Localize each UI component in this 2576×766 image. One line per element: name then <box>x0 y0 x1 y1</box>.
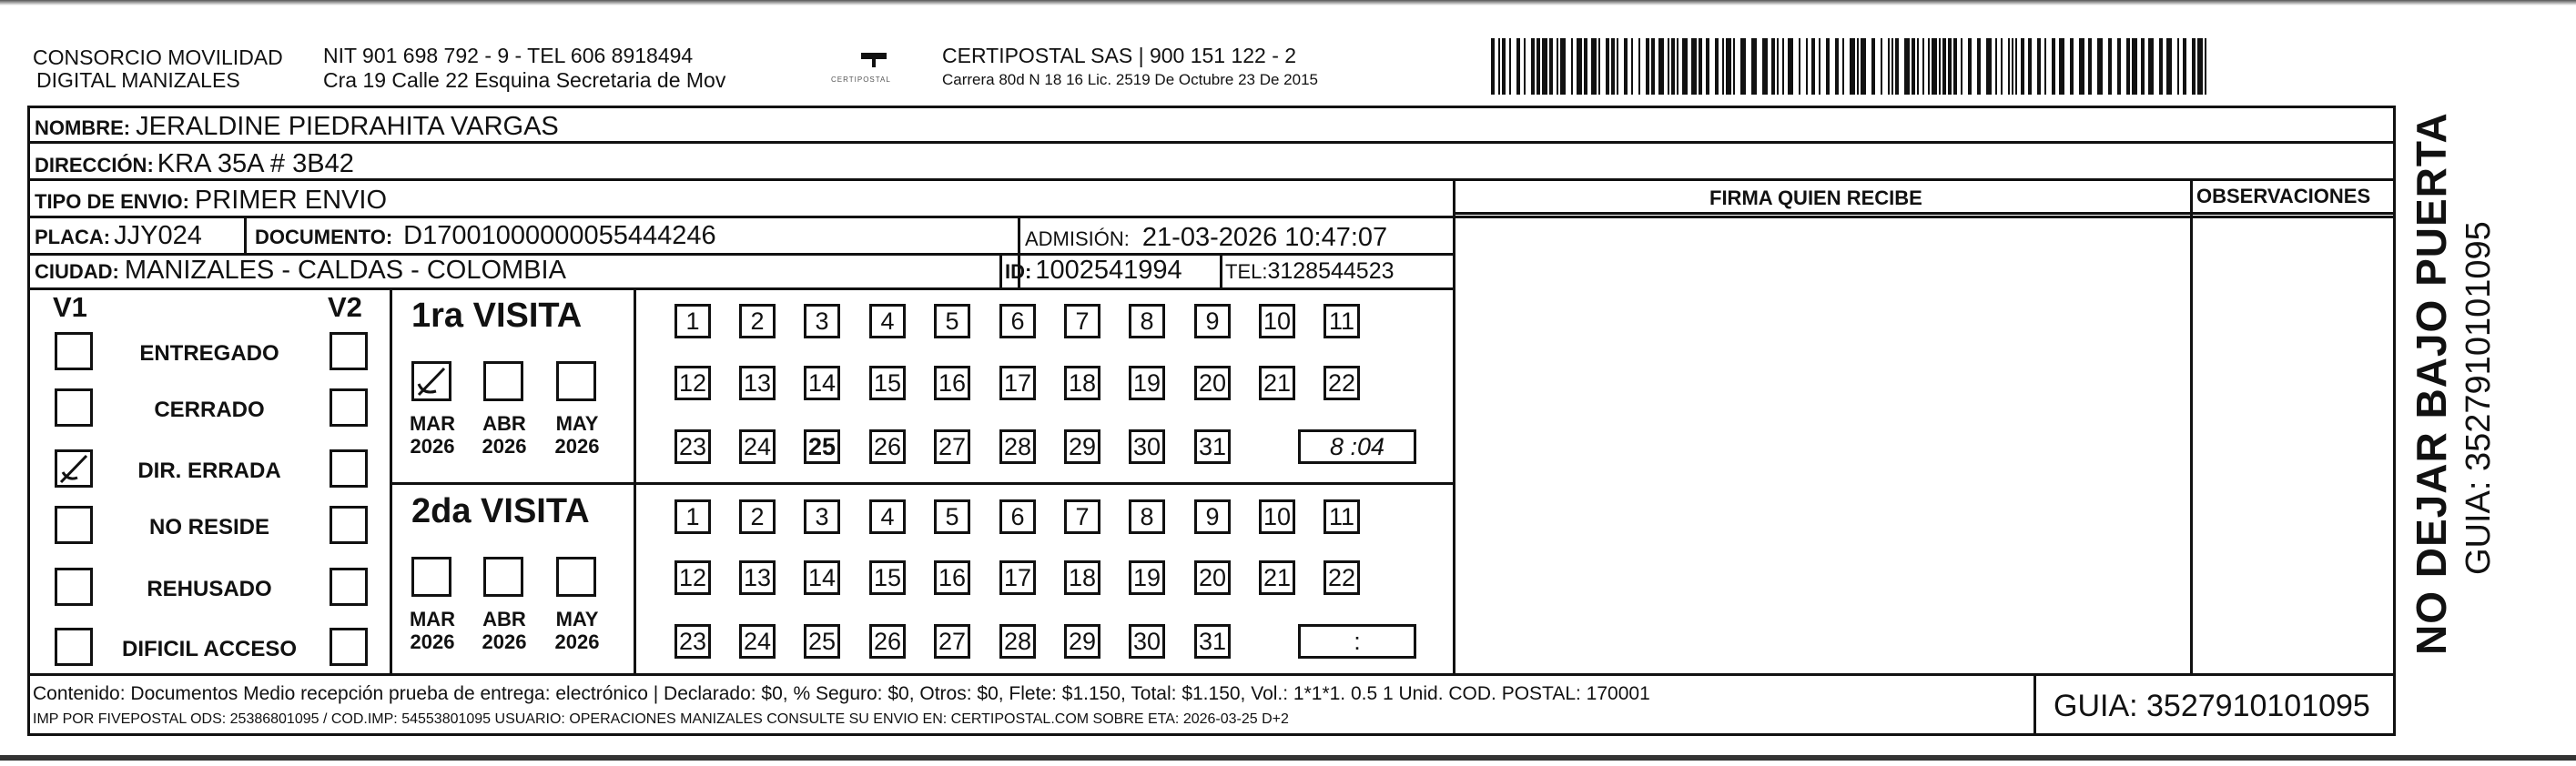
imp-line: IMP POR FIVEPOSTAL ODS: 25386801095 / COD.IMP: 54553801095 USUARIO: OPERACIONES MANIZALES CONSULTE SU ENVIO EN: CERTIPOSTAL.COM SOBRE ETA: 2026-03-25 D+2 <box>33 711 1289 727</box>
tel-value: 3128544523 <box>1267 258 1394 284</box>
tel-label: TEL: <box>1225 260 1268 283</box>
day-box[interactable]: 13 <box>739 366 776 400</box>
day-box[interactable]: 26 <box>869 429 906 464</box>
day-box[interactable]: 11 <box>1323 499 1360 534</box>
day-box[interactable]: 6 <box>999 304 1036 338</box>
nombre-value: JERALDINE PIEDRAHITA VARGAS <box>136 112 559 141</box>
day-box[interactable]: 27 <box>934 429 970 464</box>
time-box[interactable]: : <box>1298 624 1416 659</box>
day-box[interactable]: 3 <box>804 304 840 338</box>
v2-checkbox[interactable] <box>330 332 368 370</box>
courier-line1: CERTIPOSTAL SAS | 900 151 122 - 2 <box>942 44 1297 67</box>
direccion-value: KRA 35A # 3B42 <box>157 149 354 178</box>
day-box[interactable]: 4 <box>869 499 906 534</box>
day-box[interactable]: 10 <box>1259 304 1295 338</box>
direccion-label: DIRECCIÓN: <box>35 154 154 176</box>
month-label: MAY 2026 <box>554 608 600 654</box>
address-line: Cra 19 Calle 22 Esquina Secretaria de Mov <box>323 68 726 92</box>
month-checkbox[interactable] <box>411 361 451 401</box>
id-value: 1002541994 <box>1035 256 1182 285</box>
ciudad-value: MANIZALES - CALDAS - COLOMBIA <box>124 256 566 285</box>
day-box[interactable]: 1 <box>674 499 711 534</box>
day-box[interactable]: 8 <box>1129 499 1165 534</box>
day-box[interactable]: 20 <box>1194 366 1231 400</box>
v2-checkbox[interactable] <box>330 506 368 544</box>
day-box[interactable]: 22 <box>1323 366 1360 400</box>
day-box[interactable]: 12 <box>674 560 711 595</box>
v1-checkbox[interactable] <box>55 332 93 370</box>
day-box[interactable]: 17 <box>999 560 1036 595</box>
firma-label: FIRMA QUIEN RECIBE <box>1709 186 1922 209</box>
day-box[interactable]: 18 <box>1064 560 1100 595</box>
day-box[interactable]: 14 <box>804 560 840 595</box>
month-label: ABR 2026 <box>482 608 527 654</box>
day-box[interactable]: 24 <box>739 624 776 659</box>
tipo-envio-value: PRIMER ENVIO <box>194 186 388 215</box>
v2-checkbox[interactable] <box>330 449 368 488</box>
company-name-line1: CONSORCIO MOVILIDAD <box>33 45 283 69</box>
day-box[interactable]: 24 <box>739 429 776 464</box>
day-box[interactable]: 26 <box>869 624 906 659</box>
day-box[interactable]: 23 <box>674 429 711 464</box>
day-box[interactable]: 16 <box>934 366 970 400</box>
tipo-envio-label: TIPO DE ENVIO: <box>35 190 189 213</box>
month-checkbox[interactable] <box>556 361 596 401</box>
documento-label: DOCUMENTO: <box>255 226 393 248</box>
day-box[interactable]: 18 <box>1064 366 1100 400</box>
day-box[interactable]: 2 <box>739 304 776 338</box>
day-box[interactable]: 20 <box>1194 560 1231 595</box>
day-box[interactable]: 9 <box>1194 304 1231 338</box>
day-box[interactable]: 11 <box>1323 304 1360 338</box>
day-box[interactable]: 22 <box>1323 560 1360 595</box>
scan-edge-bottom <box>0 755 2576 761</box>
documento-value: D17001000000055444246 <box>403 221 716 250</box>
day-box[interactable]: 21 <box>1259 560 1295 595</box>
v2-checkbox[interactable] <box>330 388 368 427</box>
day-box[interactable]: 30 <box>1129 624 1165 659</box>
v2-checkbox[interactable] <box>330 628 368 666</box>
first-visit-title: 1ra VISITA <box>411 297 583 335</box>
barcode <box>1491 38 2219 95</box>
second-visit-title: 2da VISITA <box>411 492 590 530</box>
ciudad-label: CIUDAD: <box>35 260 119 283</box>
day-box[interactable]: 27 <box>934 624 970 659</box>
day-box[interactable]: 29 <box>1064 429 1100 464</box>
day-box[interactable]: 5 <box>934 304 970 338</box>
day-box[interactable]: 17 <box>999 366 1036 400</box>
day-box[interactable]: 15 <box>869 366 906 400</box>
day-box[interactable]: 10 <box>1259 499 1295 534</box>
day-box[interactable]: 12 <box>674 366 711 400</box>
company-name-line2: DIGITAL MANIZALES <box>36 68 240 92</box>
day-box[interactable]: 28 <box>999 624 1036 659</box>
month-label: MAR 2026 <box>409 412 456 459</box>
status-label: DIR. ERRADA <box>137 459 281 483</box>
day-box[interactable]: 14 <box>804 366 840 400</box>
day-box[interactable]: 6 <box>999 499 1036 534</box>
month-checkbox[interactable] <box>556 557 596 597</box>
month-label: MAY 2026 <box>554 412 600 459</box>
day-box[interactable]: 31 <box>1194 429 1231 464</box>
placa-value: JJY024 <box>114 221 202 250</box>
day-box[interactable]: 1 <box>674 304 711 338</box>
day-box[interactable]: 25 <box>804 624 840 659</box>
day-box[interactable]: 29 <box>1064 624 1100 659</box>
day-box[interactable]: 2 <box>739 499 776 534</box>
month-checkbox[interactable] <box>483 361 523 401</box>
nit-line: NIT 901 698 792 - 9 - TEL 606 8918494 <box>323 44 694 67</box>
id-label: ID: <box>1005 260 1032 283</box>
day-box[interactable]: 13 <box>739 560 776 595</box>
status-label: REHUSADO <box>147 577 272 601</box>
day-box[interactable]: 15 <box>869 560 906 595</box>
day-box[interactable]: 7 <box>1064 499 1100 534</box>
month-checkbox[interactable] <box>483 557 523 597</box>
day-box[interactable]: 5 <box>934 499 970 534</box>
day-box[interactable]: 9 <box>1194 499 1231 534</box>
guia-box: GUIA: 3527910101095 <box>2054 689 2370 723</box>
month-label: MAR 2026 <box>409 608 456 654</box>
day-box[interactable]: 23 <box>674 624 711 659</box>
courier-logo-icon <box>856 47 892 71</box>
scan-edge-top <box>0 0 2576 5</box>
courier-logo-caption: CERTIPOSTAL <box>831 76 891 84</box>
v1-checkbox[interactable] <box>55 628 93 666</box>
day-box[interactable]: 25 <box>804 429 840 464</box>
v2-label: V2 <box>328 291 362 323</box>
v1-checkbox[interactable] <box>55 568 93 606</box>
day-box[interactable]: 16 <box>934 560 970 595</box>
day-box[interactable]: 31 <box>1194 624 1231 659</box>
day-box[interactable]: 7 <box>1064 304 1100 338</box>
side-guia: GUIA: 3527910101095 <box>2459 221 2498 575</box>
courier-line2: Carrera 80d N 18 16 Lic. 2519 De Octubre 23 De 2015 <box>942 71 1318 88</box>
side-warning: NO DEJAR BAJO PUERTA <box>2408 112 2455 655</box>
time-box[interactable]: 8 :04 <box>1298 429 1416 464</box>
observaciones-label: OBSERVACIONES <box>2196 185 2371 207</box>
day-box[interactable]: 19 <box>1129 366 1165 400</box>
placa-label: PLACA: <box>35 226 111 248</box>
nombre-label: NOMBRE: <box>35 116 131 139</box>
admision-label: ADMISIÓN: <box>1025 227 1130 250</box>
day-box[interactable]: 28 <box>999 429 1036 464</box>
status-label: CERRADO <box>154 398 265 422</box>
month-checkbox[interactable] <box>411 557 451 597</box>
v2-checkbox[interactable] <box>330 568 368 606</box>
day-box[interactable]: 3 <box>804 499 840 534</box>
day-box[interactable]: 30 <box>1129 429 1165 464</box>
day-box[interactable]: 8 <box>1129 304 1165 338</box>
contenido-line: Contenido: Documentos Medio recepción prueba de entrega: electrónico | Declarado: $0, % Seguro: $0, Otros: $0, Flete: $1.150, Total: $1.150, Vol.: 1*1*1. 0.5 1 Unid. COD. POSTAL: 170001 <box>33 683 1650 704</box>
v1-checkbox[interactable] <box>55 449 93 488</box>
v1-label: V1 <box>53 291 87 323</box>
admision-value: 21-03-2026 10:47:07 <box>1141 223 1388 252</box>
day-box[interactable]: 19 <box>1129 560 1165 595</box>
v1-checkbox[interactable] <box>55 506 93 544</box>
month-label: ABR 2026 <box>482 412 527 459</box>
v1-checkbox[interactable] <box>55 388 93 427</box>
day-box[interactable]: 4 <box>869 304 906 338</box>
status-label: DIFICIL ACCESO <box>121 637 297 661</box>
day-box[interactable]: 21 <box>1259 366 1295 400</box>
status-label: NO RESIDE <box>148 515 270 539</box>
status-label: ENTREGADO <box>139 341 279 366</box>
